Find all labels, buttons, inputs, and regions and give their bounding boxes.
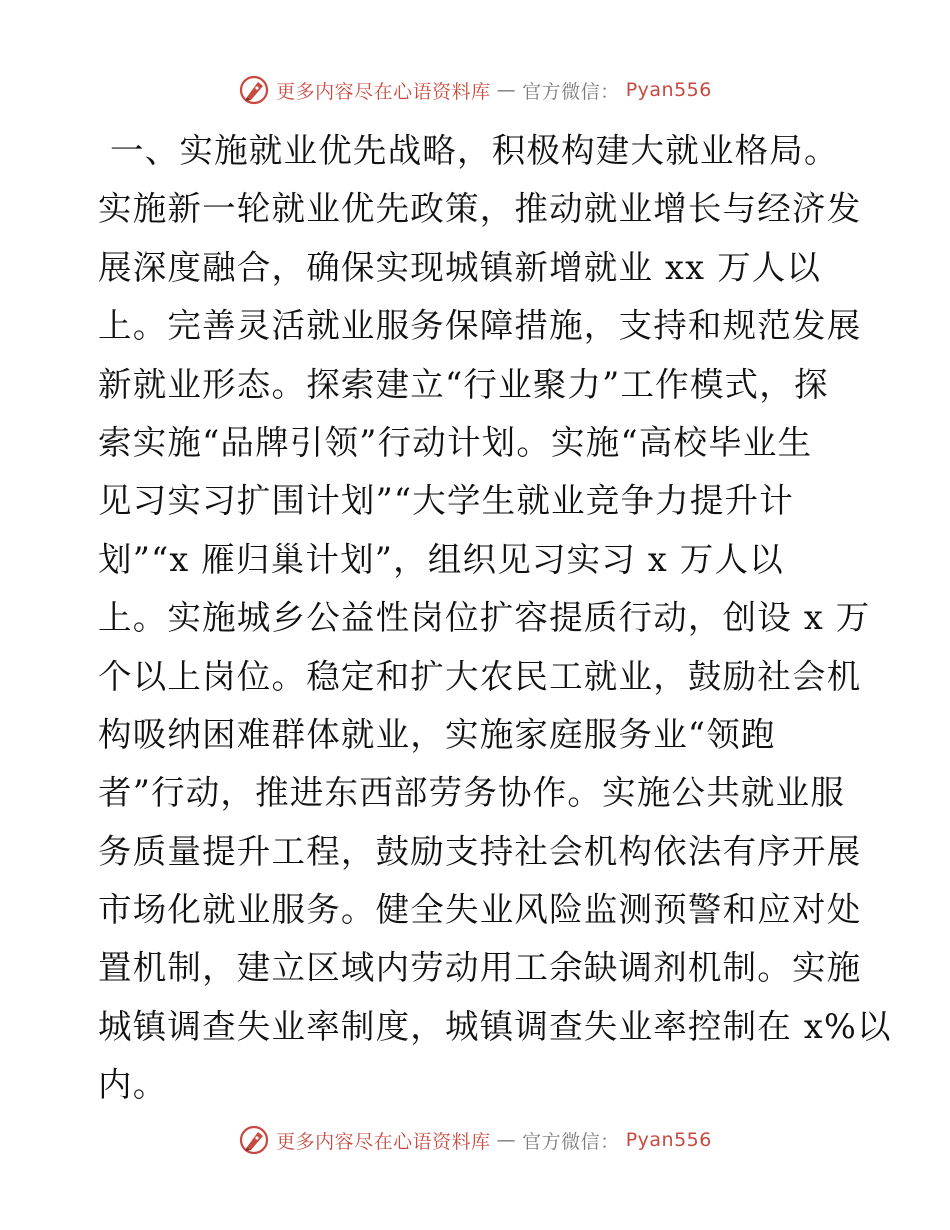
body-line: 市场化就业服务。健全失业风险监测预警和应对处: [98, 890, 862, 930]
watermark-id: Pyan556: [625, 79, 712, 101]
body-line: 见习实习扩围计划”“大学生就业竞争力提升计: [98, 481, 794, 521]
body-line: 实施新一轮就业优先政策，推动就业增长与经济发: [98, 189, 862, 229]
body-line: 个以上岗位。稳定和扩大农民工就业，鼓励社会机: [98, 656, 862, 696]
watermark-label: 官方微信：: [522, 80, 620, 103]
watermark-group: [238, 74, 712, 106]
watermark-id: Pyan556: [625, 1129, 712, 1151]
pen-nib-logo-icon: [238, 1124, 270, 1156]
watermark-group: [238, 1124, 712, 1156]
body-line: 新就业形态。探索建立“行业聚力”工作模式，探: [98, 364, 829, 404]
body-line: 置机制，建立区域内劳动用工余缺调剂机制。实施: [98, 948, 862, 988]
body-line: 者”行动，推进东西部劳务协作。实施公共就业服: [98, 773, 846, 813]
body-line: 索实施“品牌引领”行动计划。实施“高校毕业生: [98, 422, 813, 462]
pen-nib-logo-icon: [238, 74, 270, 106]
watermark-main-text: 更多内容尽在心语资料库: [276, 80, 491, 103]
body-line: 务质量提升工程，鼓励支持社会机构依法有序开展: [98, 831, 862, 871]
body-line: 展深度融合，确保实现城镇新增就业 xx 万人以: [98, 247, 822, 287]
watermark-main-text: 更多内容尽在心语资料库: [276, 1130, 491, 1153]
body-line: 上。完善灵活就业服务保障措施，支持和规范发展: [98, 306, 862, 346]
watermark-footer: [0, 1120, 950, 1160]
watermark-label: 官方微信：: [522, 1130, 620, 1153]
body-line: 上。实施城乡公益性岗位扩容提质行动，创设 x 万: [98, 598, 871, 638]
body-line: 构吸纳困难群体就业，实施家庭服务业“领跑: [98, 714, 776, 754]
watermark-dash: —: [496, 79, 517, 101]
body-line: 城镇调查失业率制度，城镇调查失业率控制在 x%以: [98, 1006, 892, 1046]
body-line: 划”“x 雁归巢计划”，组织见习实习 x 万人以: [98, 539, 784, 579]
watermark-header: [0, 70, 950, 110]
body-line: 内。: [98, 1065, 168, 1105]
body-line: 一、实施就业优先战略，积极构建大就业格局。: [110, 131, 839, 170]
watermark-dash: —: [496, 1129, 517, 1151]
document-body: [98, 122, 892, 1115]
